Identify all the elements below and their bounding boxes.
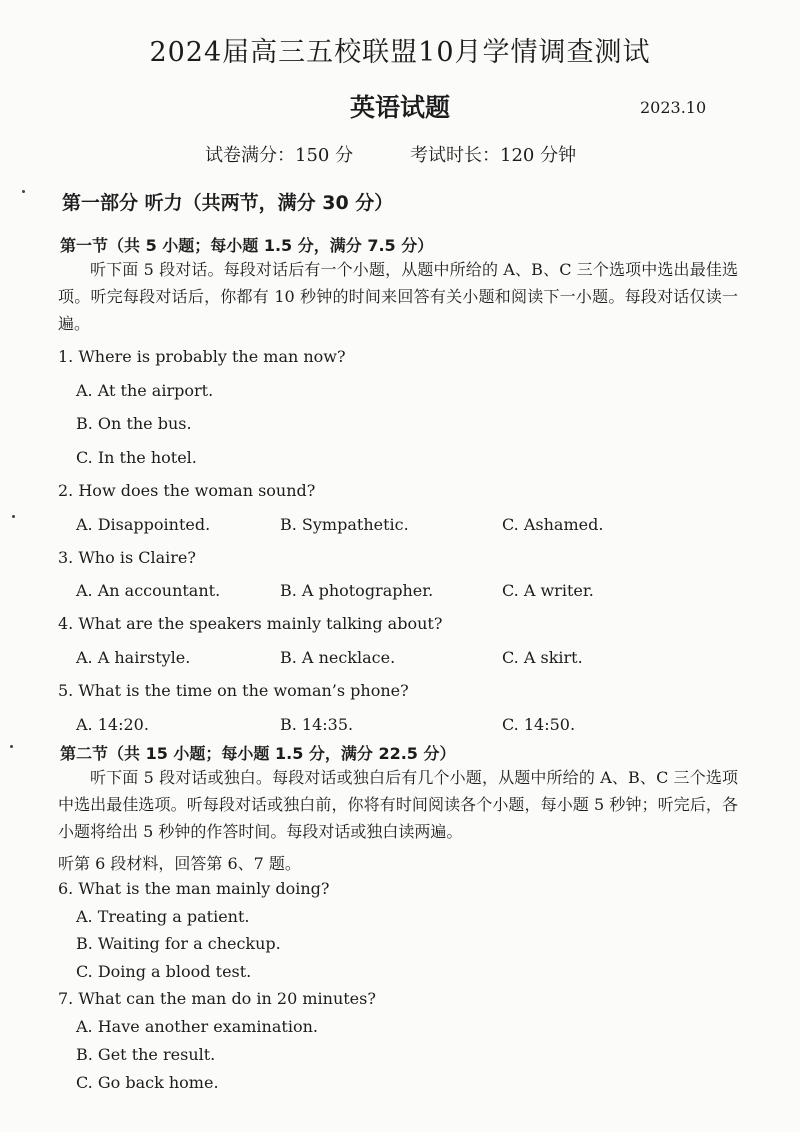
question-5: 5. What is the time on the woman’s phone? xyxy=(58,681,409,700)
q1-option-a: A. At the airport. xyxy=(76,381,214,400)
q2-option-c: C. Ashamed. xyxy=(502,515,604,534)
scan-speck xyxy=(10,745,13,748)
question-7: 7. What can the man do in 20 minutes? xyxy=(58,989,376,1008)
section2-instructions: 听下面 5 段对话或独白。每段对话或独白后有几个小题，从题中所给的 A、B、C 三个选项中选出最佳选项。听每段对话或独白前，你将有时间阅读各个小题，每小题 5 秒钟；听完后，各小题将给出 5 秒钟的作答时间。每段对话或独白读两遍。 xyxy=(58,768,738,841)
question-6: 6. What is the man mainly doing? xyxy=(58,879,330,898)
q6-option-a: A. Treating a patient. xyxy=(76,907,250,926)
section1-instructions: 听下面 5 段对话。每段对话后有一个小题，从题中所给的 A、B、C 三个选项中选出最佳选项。听完每段对话后，你都有 10 秒钟的时间来回答有关小题和阅读下一小题。每段对话仅读一遍。 xyxy=(58,260,738,333)
q4-option-c: C. A skirt. xyxy=(502,648,583,667)
question-1: 1. Where is probably the man now? xyxy=(58,347,346,366)
section1-heading: 第一节（共 5 小题；每小题 1.5 分，满分 7.5 分） xyxy=(60,236,434,255)
q4-option-a: A. A hairstyle. xyxy=(76,648,191,667)
scan-speck xyxy=(22,190,25,193)
q4-option-b: B. A necklace. xyxy=(280,648,396,667)
exam-title: 2024届高三五校联盟10月学情调查测试 xyxy=(149,37,651,68)
subject-title: 英语试题 xyxy=(349,93,450,122)
q2-option-b: B. Sympathetic. xyxy=(280,515,409,534)
q7-option-b: B. Get the result. xyxy=(76,1045,216,1064)
section2-heading: 第二节（共 15 小题；每小题 1.5 分，满分 22.5 分） xyxy=(60,744,456,763)
q1-option-c: C. In the hotel. xyxy=(76,448,197,467)
q5-option-b: B. 14:35. xyxy=(280,715,354,734)
q3-option-b: B. A photographer. xyxy=(280,581,434,600)
question-4: 4. What are the speakers mainly talking about? xyxy=(58,614,443,633)
q6-option-b: B. Waiting for a checkup. xyxy=(76,934,281,953)
scan-speck xyxy=(12,515,15,518)
question-2: 2. How does the woman sound? xyxy=(58,481,316,500)
question-3: 3. Who is Claire? xyxy=(58,548,196,567)
q7-option-a: A. Have another examination. xyxy=(76,1017,318,1036)
material-note: 听第 6 段材料，回答第 6、7 题。 xyxy=(58,854,301,873)
q2-option-a: A. Disappointed. xyxy=(76,515,211,534)
q3-option-a: A. An accountant. xyxy=(76,581,221,600)
q3-option-c: C. A writer. xyxy=(502,581,594,600)
exam-date: 2023.10 xyxy=(640,98,707,117)
exam-duration: 考试时长：120 分钟 xyxy=(410,145,577,166)
q5-option-a: A. 14:20. xyxy=(76,715,149,734)
q6-option-c: C. Doing a blood test. xyxy=(76,962,252,981)
part1-heading: 第一部分 听力（共两节，满分 30 分） xyxy=(62,192,394,214)
q1-option-b: B. On the bus. xyxy=(76,414,192,433)
q7-option-c: C. Go back home. xyxy=(76,1073,219,1092)
q5-option-c: C. 14:50. xyxy=(502,715,576,734)
full-score: 试卷满分：150 分 xyxy=(205,145,354,166)
